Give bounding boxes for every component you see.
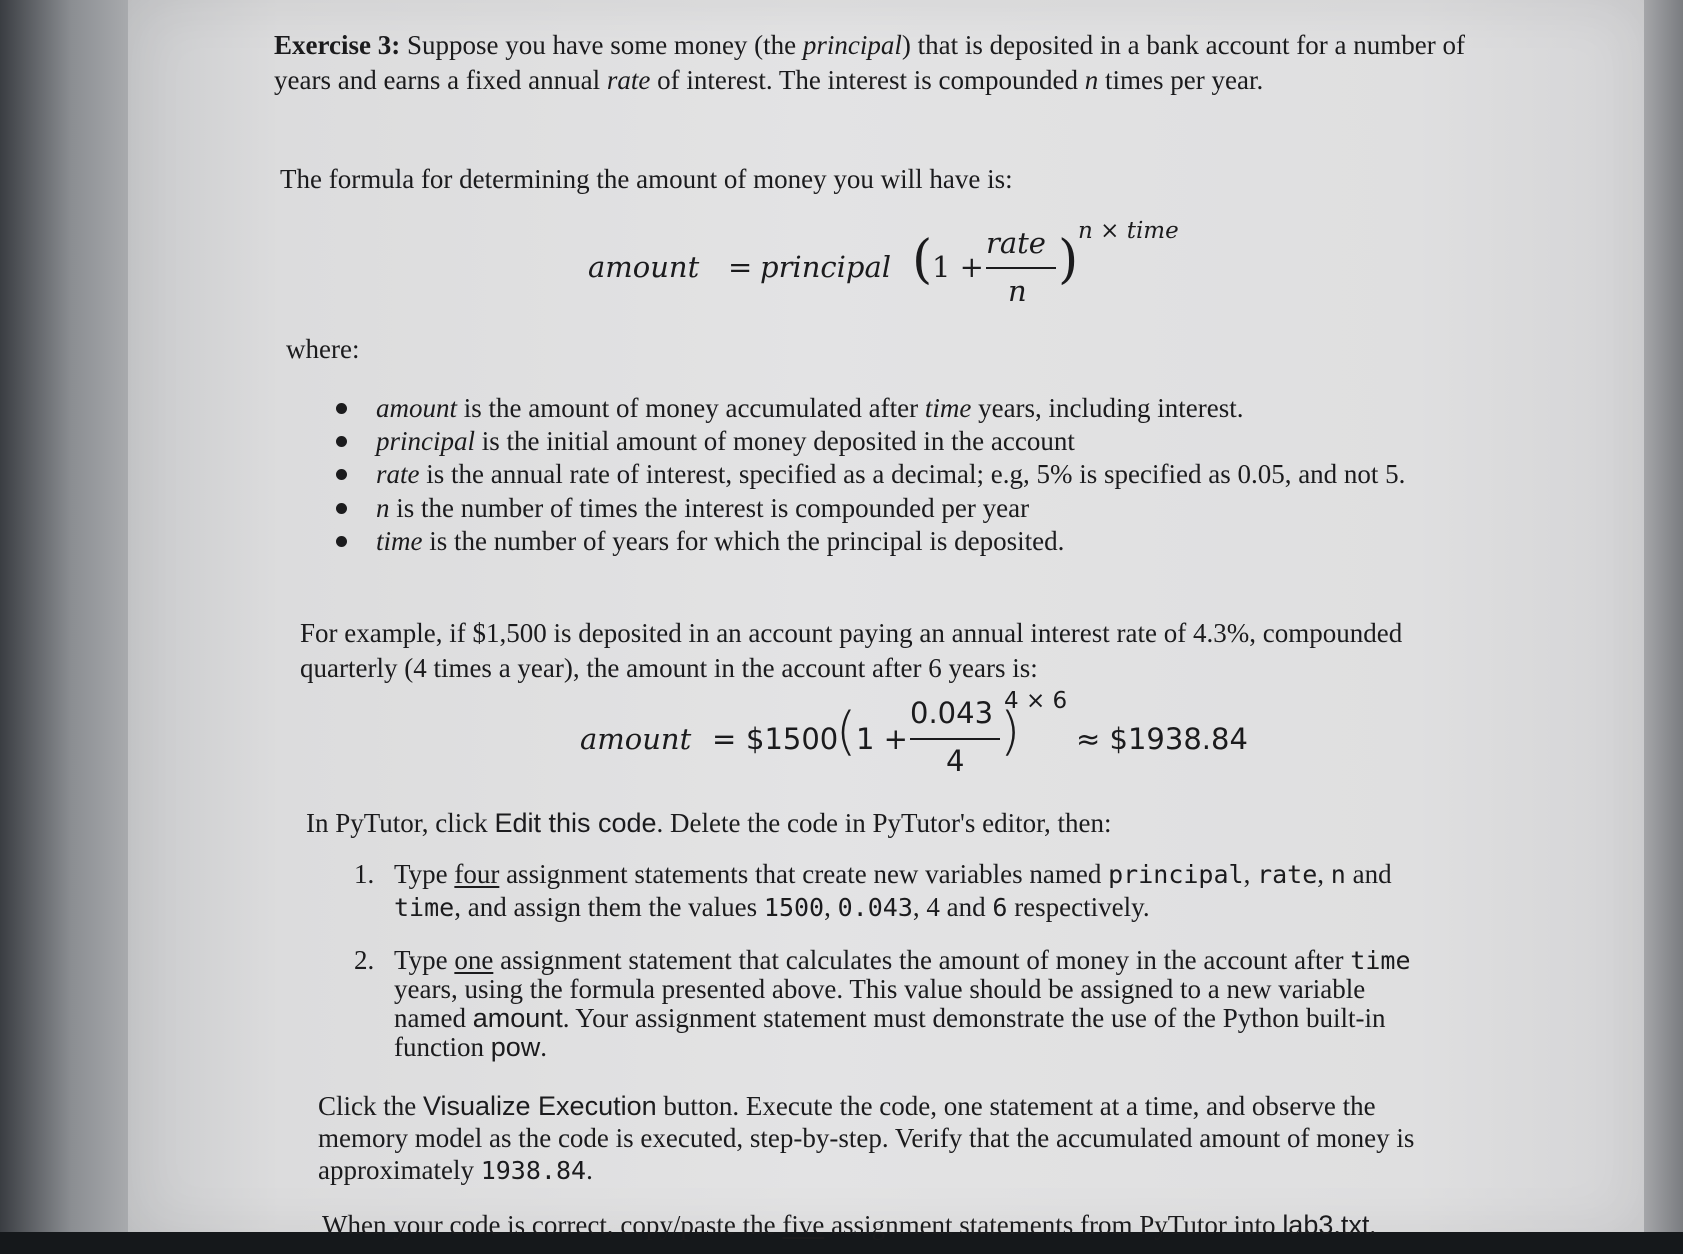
- bullet-term: rate: [376, 459, 420, 489]
- visualize-instructions: [318, 1090, 1418, 1187]
- bullet-text: is the number of years for which the principal is deposited.: [422, 526, 1065, 556]
- code-rate: rate: [1257, 860, 1318, 889]
- step-text: ,: [824, 892, 838, 922]
- formula-equals: =: [728, 250, 753, 284]
- formula-fraction-bar: [910, 738, 1000, 740]
- pytutor-instructions: [306, 806, 1406, 841]
- formula-lhs: amount: [588, 250, 700, 284]
- step-text: assignment statements that create new variables named: [499, 859, 1109, 889]
- visualize-text: .: [586, 1155, 593, 1185]
- formula-denominator: n: [1008, 274, 1027, 308]
- pytutor-text: In PyTutor, click: [306, 808, 495, 838]
- visualize-text: Click the: [318, 1091, 423, 1121]
- code-time: time: [394, 893, 455, 922]
- list-item: [330, 392, 1430, 424]
- code-value: 1500: [763, 893, 825, 922]
- formula-exponent: 4 × 6: [1004, 688, 1068, 714]
- list-item: [354, 858, 1434, 924]
- code-value: 0.043: [837, 893, 913, 922]
- exercise-heading: [274, 28, 1474, 98]
- compound-interest-formula: [588, 218, 1188, 316]
- bullet-text: is the annual rate of interest, specified as a decimal; e.g, 5% is specified as 0.05, and not 5.: [419, 459, 1406, 489]
- list-item: [354, 946, 1434, 1062]
- filename: lab3.txt: [1282, 1210, 1370, 1240]
- formula-intro: The formula for determining the amount of money you will have is:: [280, 164, 1013, 194]
- formula-result: ≈ $1938.84: [1076, 722, 1248, 756]
- formula-fraction-bar: [986, 267, 1056, 269]
- exercise-label: Exercise 3:: [274, 30, 401, 60]
- exercise-text: times per year.: [1098, 65, 1264, 95]
- formula-exponent: n × time: [1078, 218, 1179, 244]
- variable-definitions-list: [330, 392, 1430, 558]
- bullet-term: time: [376, 526, 423, 556]
- where-label: where:: [286, 334, 360, 364]
- step-emphasis: one: [454, 945, 494, 975]
- steps-list: [354, 858, 1434, 1084]
- code-n: n: [1330, 860, 1346, 889]
- worked-example-text: For example, if $1,500 is deposited in an account paying an annual interest rate of 4.3%, compounded quarterly (4 times a year), the amount in the account after 6 years is:: [300, 618, 1403, 683]
- step-emphasis: four: [454, 859, 500, 889]
- formula-numerator: 0.043: [910, 696, 994, 730]
- list-item: [330, 525, 1430, 557]
- worked-example-formula: [580, 688, 1280, 790]
- formula-one-plus: 1 +: [932, 250, 984, 284]
- list-item: [330, 458, 1430, 490]
- step-text: Type: [394, 859, 455, 889]
- step-number: 2.: [354, 945, 375, 975]
- code-amount: amount: [472, 1003, 563, 1033]
- formula-principal: principal: [760, 250, 892, 284]
- code-time: time: [1350, 946, 1411, 975]
- list-item: [330, 492, 1430, 524]
- step-text: Type: [394, 945, 455, 975]
- code-value: 6: [992, 893, 1008, 922]
- bullet-text: is the number of times the interest is compounded per year: [389, 493, 1030, 523]
- formula-close-paren: ): [1000, 702, 1021, 762]
- code-principal: principal: [1108, 860, 1244, 889]
- visualize-text: button. Execute the code, one statement at a time, and observe the memory model as the code is executed, step-by-step. Verify that the accumulated amount of money is approximately: [318, 1091, 1415, 1185]
- step-text: , and assign them the values: [454, 892, 764, 922]
- step-number: 1.: [354, 859, 375, 889]
- final-text: When your code is correct, copy/paste the: [322, 1210, 783, 1240]
- formula-open-paren: (: [836, 702, 857, 762]
- bullet-emphasis: time: [924, 393, 972, 423]
- bullet-term: amount: [376, 393, 457, 423]
- exercise-n-term: n: [1084, 65, 1099, 95]
- step-text: ,: [1243, 859, 1258, 889]
- exercise-text: of interest. The interest is compounded: [650, 65, 1085, 95]
- expected-value: 1938.84: [480, 1156, 587, 1185]
- step-text: ,: [1317, 859, 1331, 889]
- bullet-text: is the initial amount of money deposited in the account: [475, 426, 1075, 456]
- pytutor-text: . Delete the code in PyTutor's editor, then:: [656, 808, 1112, 838]
- exercise-text: Suppose you have some money (the: [400, 30, 803, 60]
- formula-equals: =: [712, 722, 737, 756]
- exercise-rate-term: rate: [606, 65, 651, 95]
- formula-close-paren: ): [1058, 230, 1079, 290]
- formula-lhs: amount: [580, 722, 692, 756]
- step-text: respectively.: [1007, 892, 1150, 922]
- final-instructions: [322, 1208, 1472, 1243]
- final-text: assignment statements from PyTutor into: [824, 1210, 1283, 1240]
- exercise-text: ) that is deposited in a bank account for a number of years and earns a fixed annual: [274, 30, 1465, 95]
- formula-open-paren: (: [912, 230, 933, 290]
- step-text: , 4 and: [912, 892, 993, 922]
- visualize-execution-reference: Visualize Execution: [422, 1091, 657, 1121]
- formula-one-plus: 1 +: [856, 722, 908, 756]
- formula-numerator: rate: [986, 226, 1046, 260]
- step-text: years, using the formula presented above. This value should be assigned to a new variable named: [394, 974, 1366, 1033]
- final-text: .: [1369, 1210, 1377, 1240]
- list-item: [330, 425, 1430, 457]
- bullet-text: is the amount of money accumulated after: [457, 393, 925, 423]
- bullet-text: years, including interest.: [971, 393, 1244, 423]
- edit-code-reference: Edit this code: [494, 808, 657, 838]
- formula-principal-value: $1500: [746, 722, 839, 756]
- step-text: . Your assignment statement must demonstrate the use of the Python built-in function: [394, 1003, 1386, 1062]
- step-text: and: [1345, 859, 1392, 889]
- bullet-term: principal: [376, 426, 475, 456]
- final-emphasis: five: [782, 1210, 825, 1240]
- exercise-principal-term: principal: [802, 30, 902, 60]
- step-text: assignment statement that calculates the amount of money in the account after: [493, 945, 1351, 975]
- bullet-term: n: [376, 493, 390, 523]
- code-pow: pow: [490, 1032, 541, 1062]
- formula-denominator: 4: [946, 744, 965, 778]
- step-text: .: [540, 1032, 548, 1062]
